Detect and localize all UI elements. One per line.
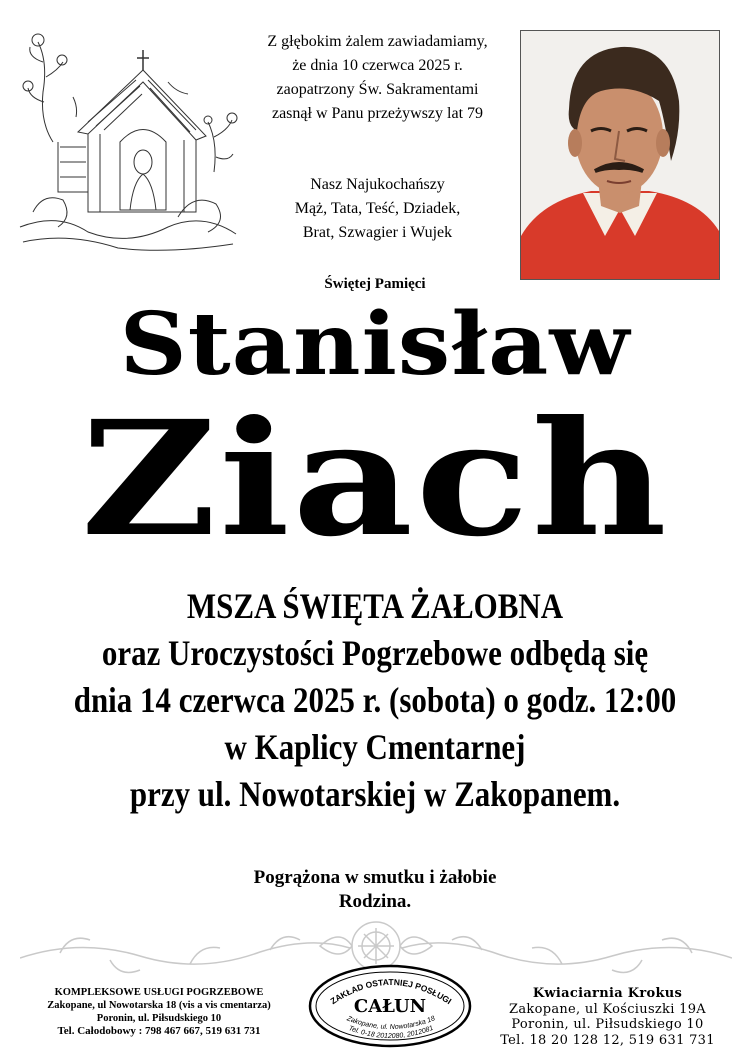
mourners-line: Pogrążona w smutku i żałobie <box>253 867 497 888</box>
mass-line: oraz Uroczystości Pogrzebowe odbędą się <box>101 633 649 673</box>
logo-phone: Tel. 0-18 2012080, 2012081 <box>347 1024 435 1041</box>
ad-line: Zakopane, ul Nowotarska 18 (vis a vis cmentarza) <box>47 1000 271 1011</box>
florist-line: Tel. 18 20 128 12, 519 631 731 <box>500 1032 715 1048</box>
mourners-line: Rodzina. <box>338 891 412 912</box>
calun-logo <box>308 964 472 1048</box>
family-relations <box>240 173 515 245</box>
family-line: Nasz Najukochańszy <box>310 176 445 193</box>
mourners-signature <box>0 866 750 914</box>
memory-label: Świętej Pamięci <box>324 276 426 292</box>
logo-name: CAŁUN <box>353 996 427 1017</box>
ad-line: Tel. Całodobowy : 798 467 667, 519 631 731 <box>57 1025 261 1037</box>
mass-line: przy ul. Nowotarskiej w Zakopanem. <box>129 774 621 814</box>
deceased-first-name: Stanisław <box>119 294 631 395</box>
deceased-last-name: Ziach <box>80 387 670 572</box>
funeral-services-ad <box>14 986 304 1038</box>
intro-line: że dnia 10 czerwca 2025 r. <box>292 57 463 74</box>
funeral-mass-details <box>53 583 698 818</box>
florist-line: Zakopane, ul Kościuszki 19A <box>509 1001 706 1017</box>
deceased-portrait <box>520 30 720 280</box>
mass-line: w Kaplicy Cmentarnej <box>224 727 526 767</box>
florist-line: Poronin, ul. Piłsudskiego 10 <box>511 1017 704 1032</box>
intro-line: Z głębokim żalem zawiadamiamy, <box>267 33 488 50</box>
logo-top-text: ZAKŁAD OSTATNIEJ POSŁUGI <box>328 976 454 1007</box>
mass-line: MSZA ŚWIĘTA ŻAŁOBNA <box>186 586 564 626</box>
ad-line: Poronin, ul. Piłsudskiego 10 <box>96 1013 222 1024</box>
florist-ad <box>475 986 740 1048</box>
logo-address: Zakopane, ul. Nowotarska 18 <box>345 1015 437 1032</box>
mass-line: dnia 14 czerwca 2025 r. (sobota) o godz. 12:00 <box>73 680 677 720</box>
death-announcement <box>240 30 515 126</box>
family-line: Brat, Szwagier i Wujek <box>302 224 453 241</box>
florist-title: Kwiaciarnia Krokus <box>532 986 683 1001</box>
intro-line: zaopatrzony Św. Sakramentami <box>276 81 479 98</box>
intro-line: zasnął w Panu przeżywszy lat 79 <box>271 105 484 122</box>
ad-line: KOMPLEKSOWE USŁUGI POGRZEBOWE <box>54 987 264 998</box>
family-line: Mąż, Tata, Teść, Dziadek, <box>294 200 461 217</box>
chapel-sketch <box>18 22 238 254</box>
